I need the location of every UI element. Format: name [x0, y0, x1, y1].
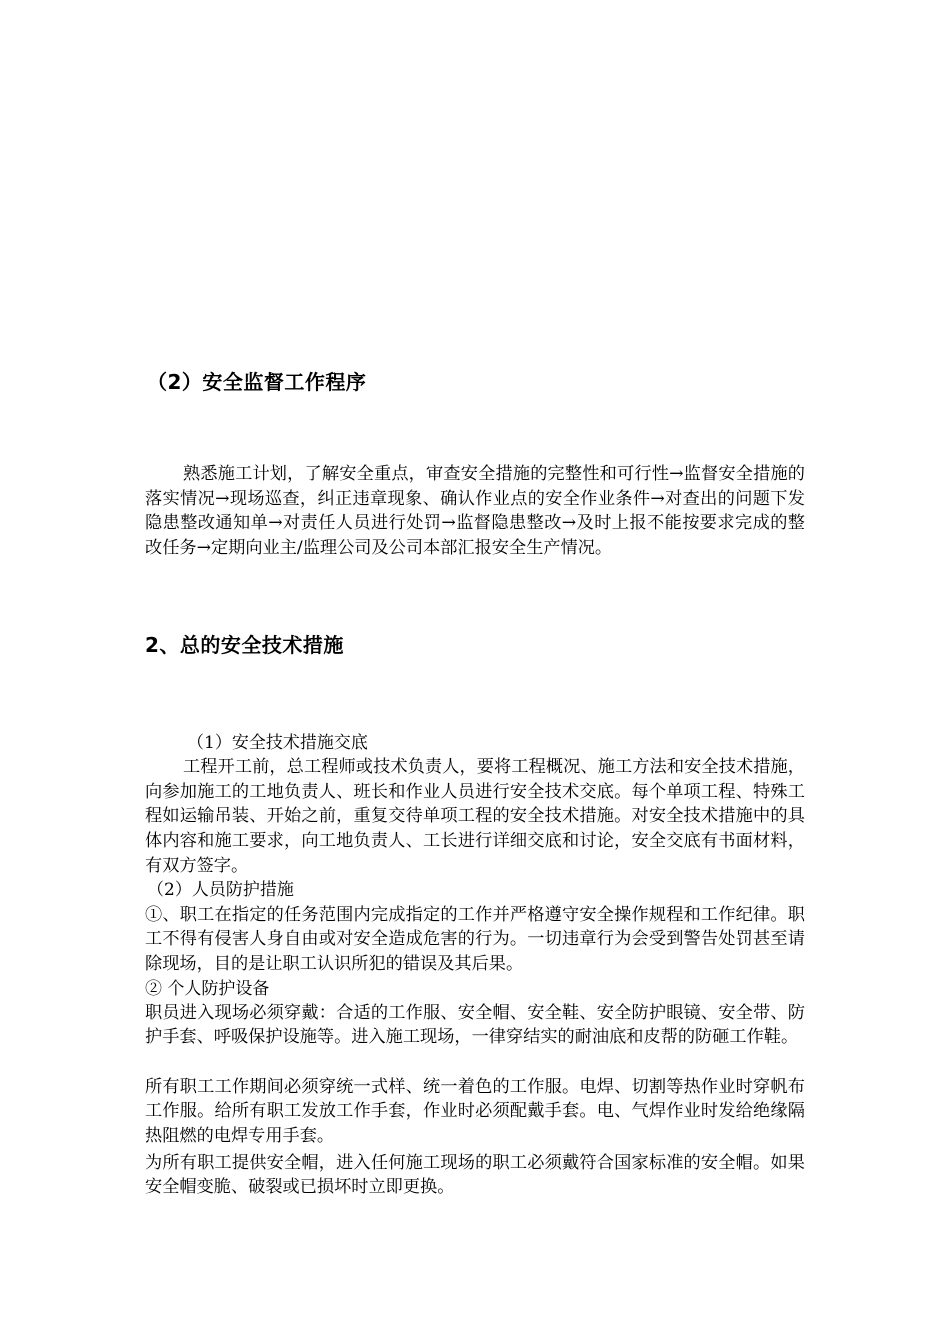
subheading-personnel-protection: （2）人员防护措施 — [147, 880, 294, 900]
section-heading-safety-measures: 2、总的安全技术措施 — [145, 633, 344, 657]
equipment-uniform-paragraph: 所有职工工作期间必须穿统一式样、统一着色的工作服。电焊、切割等热作业时穿帆布工作服。给所有职工发放工作手套，作业时必须配戴手套。电、气焊作业时发给绝缘隔热阻燃的电焊专用手套。 — [145, 1077, 805, 1146]
tech-disclosure-paragraph: 工程开工前，总工程师或技术负责人，要将工程概况、施工方法和安全技术措施，向参加施工的工地负责人、班长和作业人员进行安全技术交底。每个单项工程、特殊工程如运输吊装、开始之前，重复交待单项工程的安全技术措施。对安全技术措施中的具体内容和施工要求，向工地负责人、工长进行详细交底和讨论，安全交底有书面材料，有双方签字。 — [145, 757, 805, 876]
subheading-personal-equipment: ② 个人防护设备 — [145, 979, 270, 999]
equipment-helmet-paragraph: 为所有职工提供安全帽，进入任何施工现场的职工必须戴符合国家标准的安全帽。如果安全帽变脆、破裂或已损坏时立即更换。 — [145, 1153, 805, 1198]
supervision-procedure-paragraph: 熟悉施工计划，了解安全重点，审查安全措施的完整性和可行性→监督安全措施的落实情况→现场巡查，纠正违章现象、确认作业点的安全作业条件→对查出的问题下发隐患整改通知单→对责任人员进行处罚→监督隐患整改→及时上报不能按要求完成的整改任务→定期向业主/监理公司及公司本部汇报安全生产情况。 — [145, 464, 805, 558]
equipment-wear-paragraph: 职员进入现场必须穿戴：合适的工作服、安全帽、安全鞋、安全防护眼镜、安全带、防护手套、呼吸保护设施等。进入施工现场，一律穿结实的耐油底和皮帮的防砸工作鞋。 — [145, 1003, 805, 1048]
section-heading-supervision-procedure: （2）安全监督工作程序 — [147, 370, 367, 394]
subheading-tech-disclosure: （1）安全技术措施交底 — [187, 733, 368, 753]
protection-item-1-paragraph: ①、职工在指定的任务范围内完成指定的工作并严格遵守安全操作规程和工作纪律。职工不得有侵害人身自由或对安全造成危害的行为。一切违章行为会受到警告处罚甚至请除现场，目的是让职工认识所犯的错误及其后果。 — [145, 905, 805, 974]
